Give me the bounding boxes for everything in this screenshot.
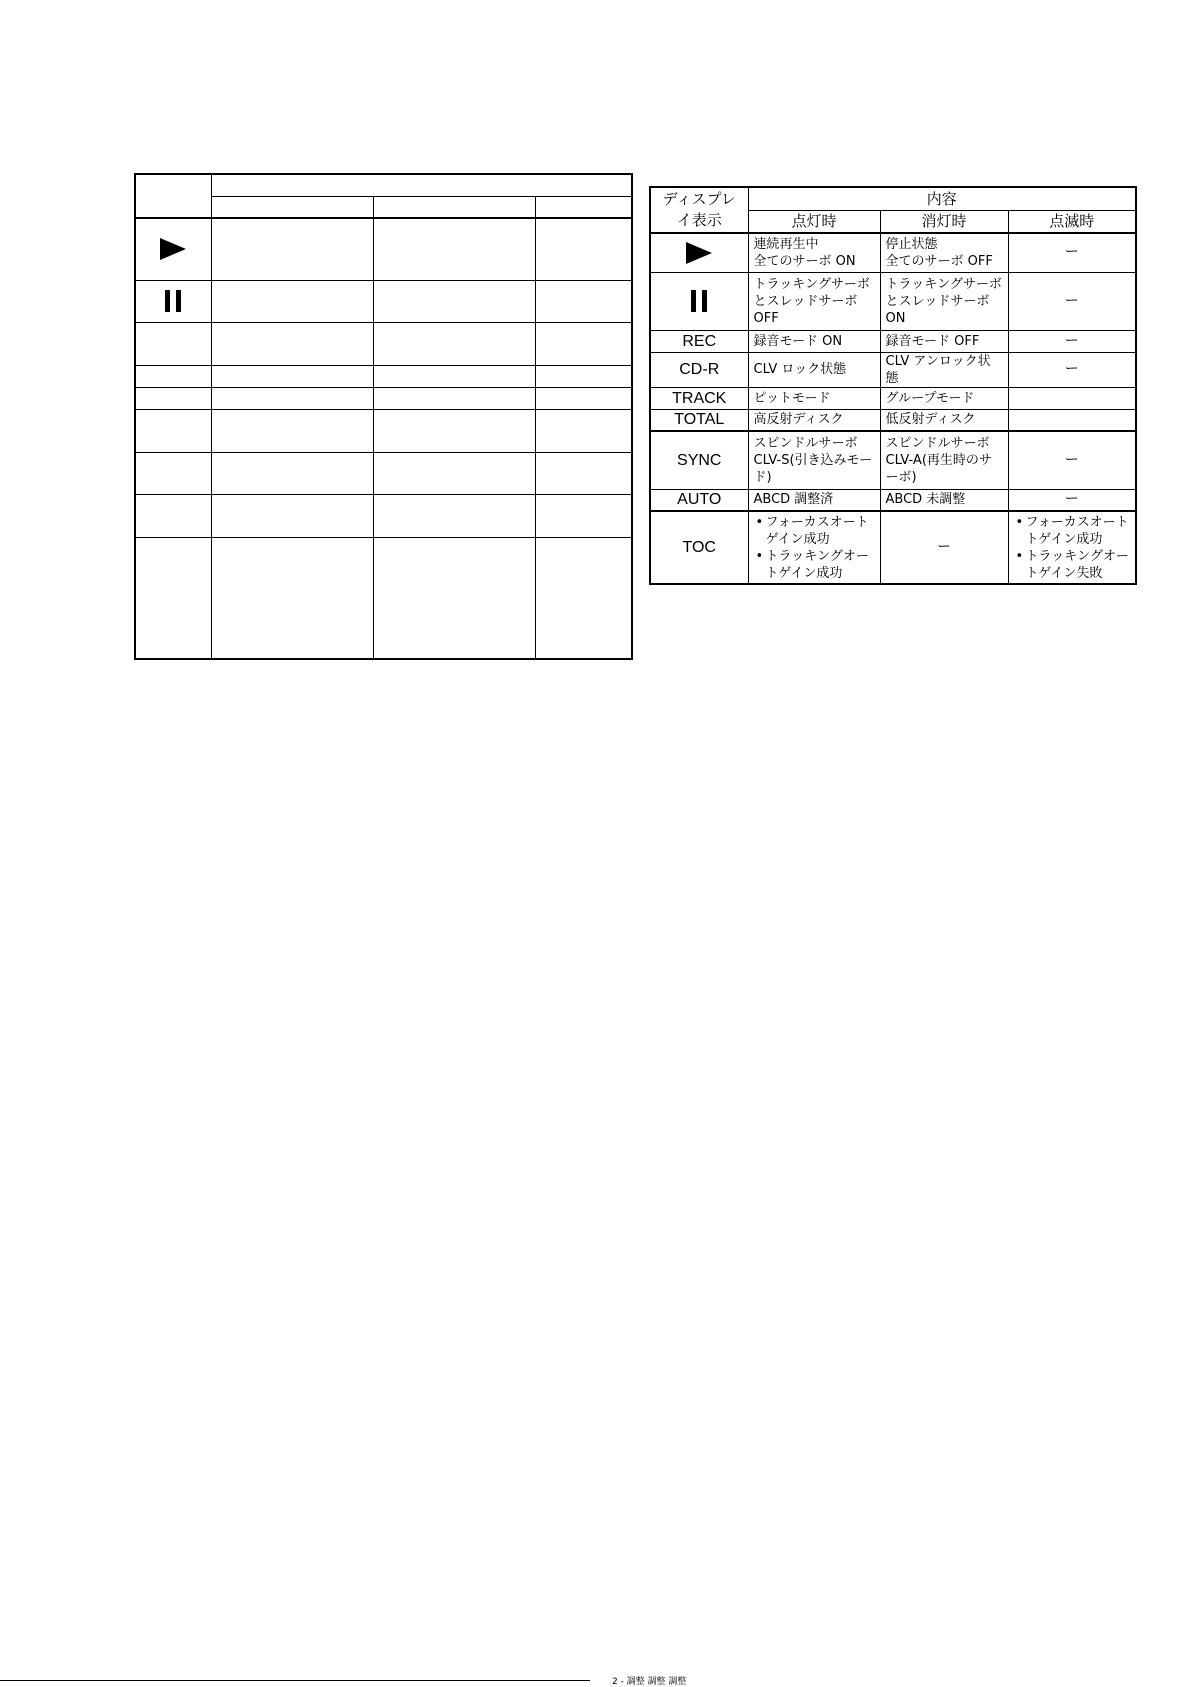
off-cell: 低反射ディスク [880,409,1008,431]
on-cell: 録音モード ON [748,330,880,352]
left-cell [535,409,632,452]
left-header-content-cell [211,174,632,196]
display-label: REC [650,330,748,352]
blink-cell [1008,409,1136,431]
left-table-row [135,452,632,494]
blink-cell [1008,511,1136,584]
left-cell [373,365,535,387]
left-cell [211,409,373,452]
off-cell: トラッキングサーボとスレッドサーボ ON [880,272,1008,330]
left-cell [373,409,535,452]
blink-cell: ー [1008,352,1136,387]
left-cell [373,494,535,537]
display-label: CD-R [650,352,748,387]
left-cell [211,365,373,387]
list-item: • フォーカスオートトゲイン成功 [1014,514,1131,548]
left-table-row [135,322,632,365]
display-cell [650,272,748,330]
left-cell [535,365,632,387]
left-cell [535,218,632,280]
left-cell [535,387,632,409]
on-bullet-list [754,514,875,582]
left-table-row [135,280,632,322]
pause-icon [163,289,183,313]
left-table-row [135,365,632,387]
list-item: • フォーカスオートゲイン成功 [754,514,875,548]
table-row [650,233,1136,272]
left-display-cell [135,537,211,659]
on-cell: スピンドルサーボ CLV-S(引き込みモード) [748,431,880,489]
left-cell [535,452,632,494]
on-cell: 連続再生中 全てのサーボ ON [748,233,880,272]
blink-cell: ー [1008,431,1136,489]
display-cell [650,233,748,272]
display-label: SYNC [650,431,748,489]
off-cell: グループモード [880,387,1008,409]
left-cell [211,322,373,365]
left-table-row [135,387,632,409]
column-header-on: 点灯時 [748,210,880,233]
on-cell [748,511,880,584]
off-cell: 録音モード OFF [880,330,1008,352]
on-cell: ABCD 調整済 [748,489,880,511]
table-row [650,330,1136,352]
table-row [650,431,1136,489]
header-display-cell [650,187,748,233]
play-icon [685,241,713,265]
table-row [650,272,1136,330]
on-cell: 高反射ディスク [748,409,880,431]
footer-text: 2 - 調整 調整 調整 [612,1677,687,1687]
left-display-cell [135,218,211,280]
column-header-blink: 点滅時 [1008,210,1136,233]
left-display-cell [135,409,211,452]
left-table-row [135,409,632,452]
left-cell [535,494,632,537]
left-table-row [135,218,632,280]
left-cell [535,280,632,322]
left-cell [373,280,535,322]
blink-bullet-list [1014,514,1131,582]
table-row [650,387,1136,409]
left-subheader-cell [535,196,632,218]
left-cell [211,218,373,280]
left-display-cell [135,452,211,494]
table-row [650,409,1136,431]
left-subheader-cell [373,196,535,218]
display-label: TOC [650,511,748,584]
blink-cell: ー [1008,233,1136,272]
left-cell [211,280,373,322]
left-cell [211,387,373,409]
left-cell [535,322,632,365]
left-header-display-cell [135,174,211,218]
off-cell: ー [880,511,1008,584]
left-cell [211,452,373,494]
header-row [650,187,1136,210]
left-display-cell [135,365,211,387]
left-subheader-cell [211,196,373,218]
table-row [650,352,1136,387]
left-cell [373,537,535,659]
display-header-label: ディスプレイ表示 [662,190,736,229]
blink-cell: ー [1008,330,1136,352]
left-table-row [135,494,632,537]
blink-cell: ー [1008,489,1136,511]
table-row [650,511,1136,584]
left-cell [373,387,535,409]
on-cell: CLV ロック状態 [748,352,880,387]
header-content-cell [748,187,1136,210]
left-display-cell [135,387,211,409]
left-cell [211,494,373,537]
on-cell: トラッキングサーボとスレッドサーボ OFF [748,272,880,330]
on-cell: ピットモード [748,387,880,409]
blink-cell: ー [1008,272,1136,330]
display-label: TRACK [650,387,748,409]
play-icon [159,237,187,261]
left-table-row [135,537,632,659]
display-status-table [649,186,1137,585]
column-header-off: 消灯時 [880,210,1008,233]
pause-icon [689,289,709,313]
off-cell: スピンドルサーボ CLV-A(再生時のサーボ) [880,431,1008,489]
display-label: TOTAL [650,409,748,431]
footer-rule [0,1680,590,1681]
list-item: • トラッキングオートゲイン失敗 [1014,548,1131,582]
off-cell: CLV アンロック状態 [880,352,1008,387]
left-cell [535,537,632,659]
blink-cell [1008,387,1136,409]
display-label: AUTO [650,489,748,511]
left-cell [373,452,535,494]
content-header-label: 内容 [926,189,957,208]
off-cell: 停止状態 全てのサーボ OFF [880,233,1008,272]
left-table-header-row [135,174,632,196]
left-cell [373,218,535,280]
off-cell: ABCD 未調整 [880,489,1008,511]
list-item: • トラッキングオートゲイン成功 [754,548,875,582]
table-row [650,489,1136,511]
left-cell [211,537,373,659]
left-display-cell [135,322,211,365]
left-cell [373,322,535,365]
left-display-cell [135,494,211,537]
left-display-cell [135,280,211,322]
left-blank-table [134,173,633,660]
